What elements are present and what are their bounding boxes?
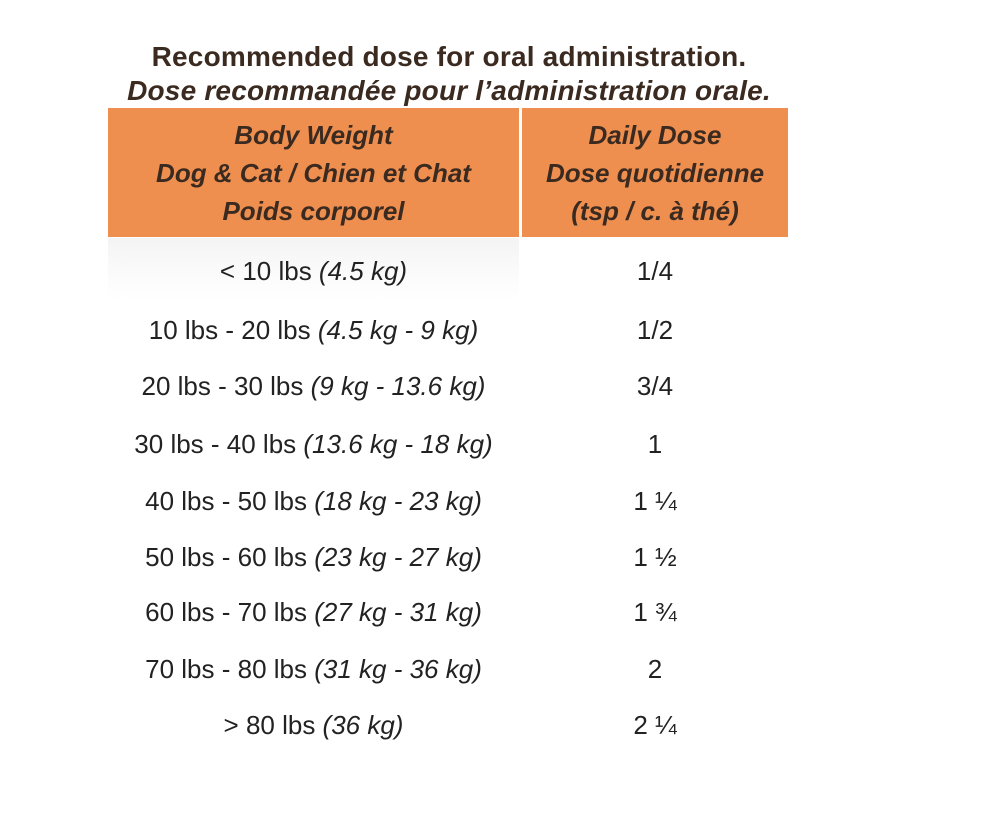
header-weight-line-2: Dog & Cat / Chien et Chat	[156, 157, 471, 188]
title-french: Dose recommandée pour l’administration orale.	[127, 75, 771, 106]
header-dose-line-3: (tsp / c. à thé)	[571, 195, 739, 226]
table-row	[108, 371, 788, 411]
dose-cell: 2	[647, 654, 663, 684]
dose-cell: 1 ½	[633, 542, 677, 572]
dose-cell: 1/4	[636, 256, 674, 286]
header-weight-line-3: Poids corporel	[222, 195, 405, 226]
dose-cell: 3/4	[636, 371, 674, 401]
header-weight-line-1: Body Weight	[234, 119, 393, 150]
weight-cell	[108, 429, 519, 460]
weight-lbs: 10 lbs - 20 lbs	[148, 315, 318, 345]
dose-cell: 2 ¼	[633, 710, 677, 740]
weight-lbs: > 80 lbs	[223, 710, 323, 740]
weight-kg: (23 kg - 27 kg)	[314, 542, 482, 572]
table-row	[108, 597, 788, 637]
weight-kg: (4.5 kg)	[318, 256, 408, 286]
table-title	[108, 40, 790, 108]
dose-cell: 1/2	[636, 315, 674, 345]
weight-lbs: < 10 lbs	[219, 256, 319, 286]
weight-lbs: 40 lbs - 50 lbs	[145, 486, 315, 516]
weight-cell	[108, 710, 519, 741]
header-dose-line-2: Dose quotidienne	[545, 157, 765, 188]
weight-cell	[108, 597, 519, 628]
table-row	[108, 315, 788, 355]
weight-cell	[108, 654, 519, 685]
weight-lbs: 30 lbs - 40 lbs	[134, 429, 304, 459]
table-row	[108, 542, 788, 582]
dose-cell: 1	[647, 429, 663, 459]
table-row	[108, 654, 788, 694]
weight-cell	[108, 486, 519, 517]
dose-cell: 1 ¼	[633, 486, 677, 516]
weight-cell	[108, 315, 519, 346]
weight-lbs: 20 lbs - 30 lbs	[141, 371, 311, 401]
table-row	[108, 486, 788, 526]
header-body-weight	[108, 108, 519, 237]
weight-kg: (36 kg)	[322, 710, 404, 740]
table-row	[108, 710, 788, 750]
weight-lbs: 50 lbs - 60 lbs	[145, 542, 315, 572]
weight-kg: (18 kg - 23 kg)	[314, 486, 482, 516]
header-daily-dose	[522, 108, 788, 237]
title-english: Recommended dose for oral administration.	[151, 41, 747, 72]
dose-cell: 1 ¾	[633, 597, 677, 627]
weight-kg: (4.5 kg - 9 kg)	[317, 315, 479, 345]
weight-cell	[108, 256, 519, 287]
weight-kg: (27 kg - 31 kg)	[314, 597, 482, 627]
table-row	[108, 256, 788, 296]
header-dose-line-1: Daily Dose	[588, 119, 722, 150]
weight-kg: (13.6 kg - 18 kg)	[303, 429, 493, 459]
weight-lbs: 70 lbs - 80 lbs	[145, 654, 315, 684]
weight-lbs: 60 lbs - 70 lbs	[145, 597, 315, 627]
weight-cell	[108, 371, 519, 402]
weight-kg: (9 kg - 13.6 kg)	[310, 371, 486, 401]
weight-kg: (31 kg - 36 kg)	[314, 654, 482, 684]
table-row	[108, 429, 788, 469]
weight-cell	[108, 542, 519, 573]
